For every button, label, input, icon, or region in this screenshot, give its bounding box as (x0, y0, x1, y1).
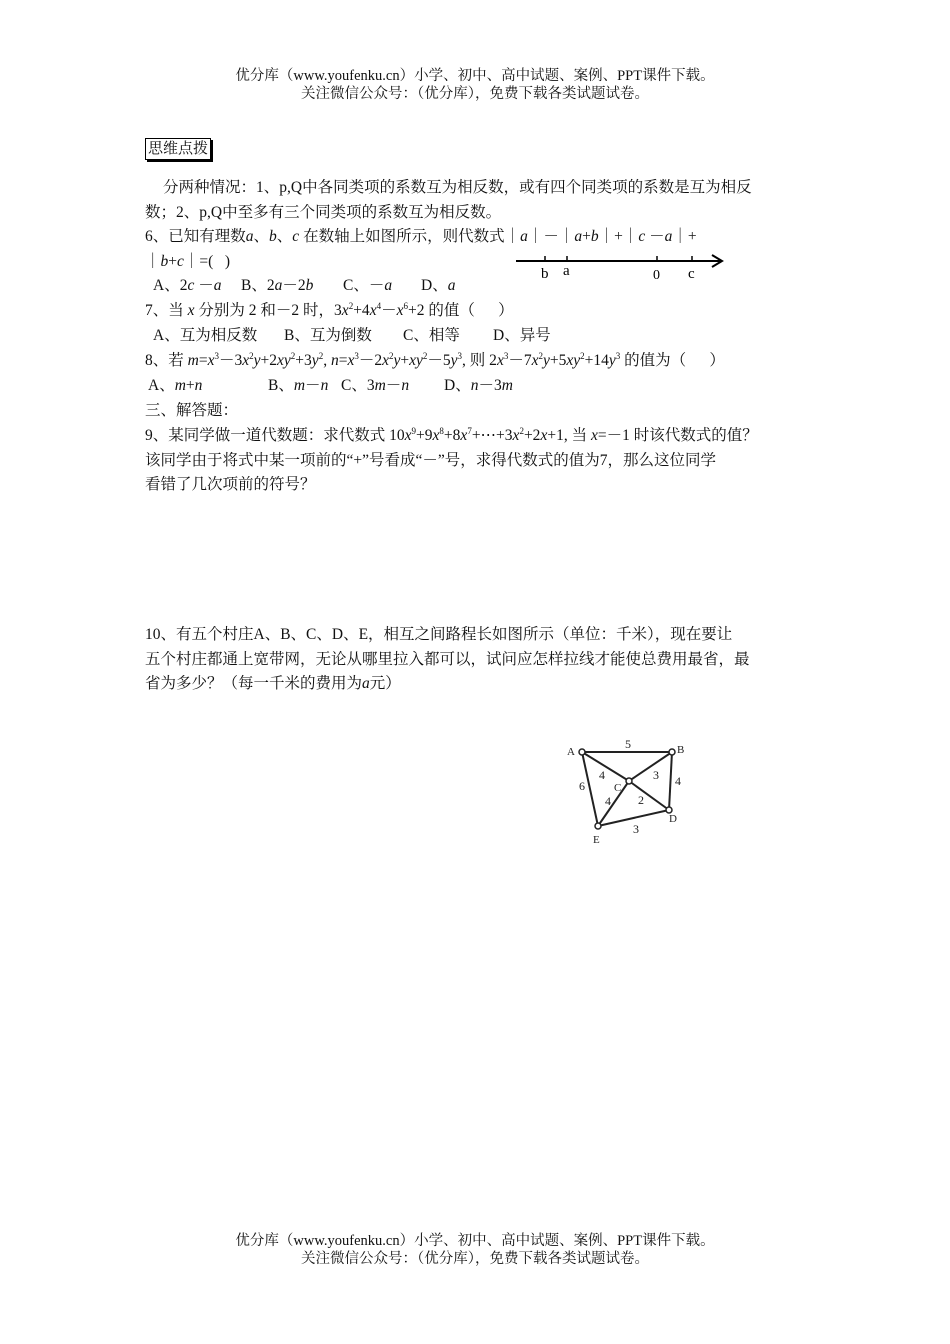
label-c: c (688, 266, 695, 282)
number-line-figure (512, 250, 728, 284)
tip-label: 思维点拨 (145, 138, 211, 160)
edge-label-a-b: 5 (625, 737, 631, 751)
edge-label-c-d: 2 (638, 793, 644, 807)
node-label-e: E (593, 834, 600, 846)
question-9 (145, 424, 810, 498)
q7-option-a[interactable]: A、互为相反数 (153, 326, 258, 344)
q10-line-3-var: a (362, 675, 370, 692)
q9-line-1: 9、某同学做一道代数题：求代数式 $10x^9+9x^8+8x^7+\cdots+3x^2+2x+1$, 当 x=－1 时该代数式的值？ (145, 426, 758, 444)
page-header (0, 67, 950, 103)
q9-line-2: 该同学由于将式中某一项前的“+”号看成“－”号，求得代数式的值为7，那么这位同学 (145, 451, 717, 469)
label-a: a (563, 263, 570, 279)
edge-label-c-e: 4 (605, 794, 611, 808)
edge-c-b (629, 752, 672, 781)
node-label-d: D (669, 813, 677, 825)
q10-line-1: 10、有五个村庄A、B、C、D、E，相互之间路程长如图所示（单位：千米），现在要让 (145, 626, 733, 643)
tip-paragraph (145, 176, 810, 225)
q6-mid: 在数轴上如图所示，则代数式 (303, 228, 505, 245)
q9-line-3: 看错了几次项前的符号？ (145, 476, 316, 493)
q6-stem-line-2: ｜b+c｜=( ) (145, 252, 231, 270)
edge-label-b-d: 4 (675, 774, 681, 788)
q10-line-2: 五个村庄都通上宽带网，无论从哪里拉入都可以，试问应怎样拉线才能使总费用最省，最 (145, 650, 750, 668)
label-zero: 0 (653, 268, 660, 283)
header-line-2: 关注微信公众号：（优分库），免费下载各类试题试卷。 (301, 86, 649, 102)
q6-option-b[interactable]: B、2a－2b (241, 277, 314, 294)
tip-text-line-2: 数；2、p,Q中至多有三个同类项的系数互为相反数。 (145, 203, 502, 221)
q10-line-3-pre: 省为多少？（每一千米的费用为 (145, 675, 363, 692)
node-label-c: C (614, 782, 622, 794)
node-b (669, 749, 675, 755)
q6-option-a[interactable]: A、2c －a (153, 277, 222, 294)
section-3-title: 三、解答题： (145, 402, 239, 419)
q7-option-b[interactable]: B、互为倒数 (284, 326, 372, 344)
header-line-1: 优分库（www.youfenku.cn）小学、初中、高中试题、案例、PPT课件下载。 (235, 68, 715, 84)
q6-option-d[interactable]: D、a (421, 277, 456, 294)
question-7 (145, 299, 810, 348)
question-10 (145, 623, 810, 697)
q8-stem: 8、若 $m=x^3-3x^2y+2xy^2+3y^2$, $n=x^3-2x^2y+xy^2-5y^3$, 则 $2x^3-7x^2y+5xy^2+14y^3$ 的值为（ ） (145, 351, 725, 369)
node-label-b: B (677, 744, 685, 756)
q8-option-d[interactable]: D、n－3m (444, 376, 513, 394)
q7-stem: 7、当 x 分别为 2 和－2 时，$3x^2+4x^4-x^6+2$ 的值（ ） (145, 301, 514, 319)
village-graph (560, 735, 690, 850)
q8-options (145, 374, 810, 399)
tip-text-line-1: 分两种情况：1、p,Q中各同类项的系数互为相反数，或有四个同类项的系数是互为相反 (163, 179, 752, 196)
q6-option-c[interactable]: C、－a (343, 277, 393, 294)
node-e (595, 823, 601, 829)
question-8 (145, 349, 810, 398)
edge-label-a-c: 4 (599, 768, 605, 782)
node-a (579, 749, 585, 755)
footer-line-1: 优分库（www.youfenku.cn）小学、初中、高中试题、案例、PPT课件下载。 (235, 1233, 715, 1249)
edge-label-e-d: 3 (633, 822, 639, 836)
q10-line-3-post: 元） (369, 675, 401, 692)
q7-options (145, 324, 810, 349)
edge-c-d (629, 781, 669, 810)
edge-a-c (582, 752, 629, 781)
q7-option-c[interactable]: C、相等 (403, 326, 460, 344)
edge-label-a-e: 6 (579, 779, 585, 793)
q6-intro: 6、已知有理数 (145, 228, 246, 245)
edge-b-d (669, 752, 672, 810)
q8-option-a[interactable]: A、m+n (148, 376, 203, 394)
footer-line-2: 关注微信公众号：（优分库），免费下载各类试题试卷。 (301, 1251, 649, 1267)
page-footer (0, 1232, 950, 1268)
node-label-a: A (567, 746, 575, 758)
q8-option-c[interactable]: C、3m－n (341, 376, 410, 394)
q6-stem-line-1: 6、已知有理数a、b、c 在数轴上如图所示，则代数式｜a｜－｜a+b｜+｜c －a｜+ (145, 228, 697, 245)
edge-label-c-b: 3 (653, 768, 659, 782)
node-c (626, 778, 632, 784)
q10-line-3 (145, 672, 810, 697)
label-b: b (541, 266, 549, 282)
q7-option-d[interactable]: D、异号 (493, 326, 551, 344)
q8-option-b[interactable]: B、m－n (268, 376, 329, 394)
